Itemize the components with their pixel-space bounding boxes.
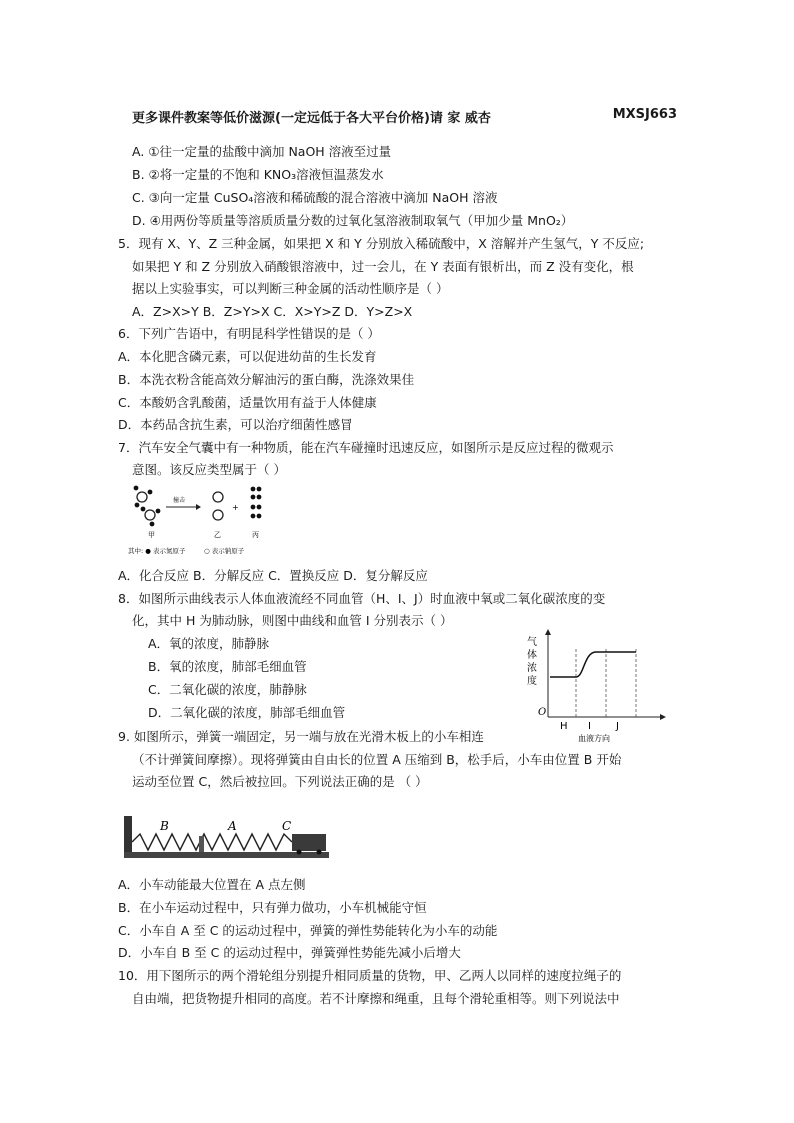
vessel-h-label: H bbox=[560, 721, 568, 732]
reaction-diagram bbox=[126, 483, 276, 558]
q9-option-d: D．小车自 B 至 C 的运动过程中，弹簧弹性势能先减小后增大 bbox=[118, 945, 461, 960]
legend-sodium: ○ 表示钠原子 bbox=[204, 547, 245, 555]
q4-option-a: A. ①往一定量的盐酸中滴加 NaOH 溶液至过量 bbox=[132, 144, 392, 159]
q5-options: A．Z>X>Y B．Z>Y>X C．X>Y>Z D．Y>Z>X bbox=[132, 304, 413, 319]
y-label-3: 浓 bbox=[527, 663, 537, 674]
vessel-i-label: I bbox=[588, 721, 591, 732]
q6-option-a: A．本化肥含磷元素，可以促进幼苗的生长发育 bbox=[118, 349, 377, 364]
product-na-atom-1 bbox=[213, 492, 223, 502]
q9-stem-line1: 9. 如图所示，弹簧一端固定，另一端与放在光滑木板上的小车相连 bbox=[118, 729, 484, 744]
arrow-label: 撞击 bbox=[173, 497, 186, 504]
blood-gas-graph bbox=[520, 627, 670, 742]
product-n2-molecules bbox=[251, 487, 262, 519]
q9-option-c: C．小车自 A 至 C 的运动过程中，弹簧的弹性势能转化为小车的动能 bbox=[118, 923, 498, 938]
legend-nitrogen: 其中: ● 表示氮原子 bbox=[128, 547, 186, 555]
y-label-1: 气 bbox=[527, 637, 537, 648]
reactant-molecule-2 bbox=[141, 507, 161, 527]
reactant-molecule-1 bbox=[134, 486, 153, 508]
spring bbox=[132, 834, 292, 850]
header-code: MXSJ663 bbox=[612, 107, 677, 122]
q8-option-c: C．二氧化碳的浓度，肺静脉 bbox=[148, 682, 307, 697]
q8-stem-line2: 化，其中 H 为肺动脉，则图中曲线和血管 I 分别表示（ ） bbox=[132, 613, 453, 628]
product-na-atom-2 bbox=[213, 510, 223, 520]
q4-option-d: D. ④用两份等质量等溶质质量分数的过氧化氢溶液制取氧气（甲加少量 MnO₂） bbox=[132, 213, 574, 228]
label-a: A bbox=[228, 819, 237, 833]
q9-stem-line3: 运动至位置 C，然后被拉回。下列说法正确的是 （ ） bbox=[132, 774, 428, 789]
q6-option-d: D．本药品含抗生素，可以治疗细菌性感冒 bbox=[118, 417, 353, 432]
q7-stem-line1: 7．汽车安全气囊中有一种物质，能在汽车碰撞时迅速反应，如图所示是反应过程的微观示 bbox=[118, 440, 614, 455]
fixed-wall bbox=[124, 816, 132, 858]
page-header bbox=[132, 107, 677, 126]
q8-option-a: A．氧的浓度，肺静脉 bbox=[148, 636, 270, 651]
label-c: C bbox=[282, 819, 292, 833]
q7-stem-line2: 意图。该反应类型属于（ ） bbox=[132, 462, 286, 477]
q4-option-c: C. ③向一定量 CuSO₄溶液和稀硫酸的混合溶液中滴加 NaOH 溶液 bbox=[132, 190, 498, 205]
cart-wheel-right bbox=[317, 850, 322, 855]
q5-stem-line2: 如果把 Y 和 Z 分别放入硝酸银溶液中，过一会儿，在 Y 表面有银析出，而 Z 没有变化，根 bbox=[132, 259, 634, 274]
label-b: B bbox=[160, 819, 169, 833]
q5-stem-line1: 5．现有 X、Y、Z 三种金属，如果把 X 和 Y 分别放入稀硫酸中，X 溶解并产生氢气，Y 不反应; bbox=[118, 236, 645, 251]
q5-stem-line3: 据以上实验事实，可以判断三种金属的活动性顺序是（ ） bbox=[132, 281, 449, 296]
q10-stem-line1: 10．用下图所示的两个滑轮组分别提升相同质量的货物，甲、乙两人以同样的速度拉绳子的 bbox=[118, 968, 622, 983]
concentration-curve bbox=[550, 652, 636, 677]
spring-cart-diagram bbox=[124, 812, 334, 862]
q7-options: A．化合反应 B．分解反应 C．置换反应 D．复分解反应 bbox=[118, 568, 428, 583]
q6-option-b: B．本洗衣粉含能高效分解油污的蛋白酶，洗涤效果佳 bbox=[118, 372, 415, 387]
q8-option-b: B．氧的浓度，肺部毛细血管 bbox=[148, 659, 307, 674]
label-bing: 丙 bbox=[252, 531, 259, 539]
q9-option-a: A．小车动能最大位置在 A 点左侧 bbox=[118, 877, 306, 892]
q4-option-b: B. ②将一定量的不饱和 KNO₃溶液恒温蒸发水 bbox=[132, 167, 384, 182]
q9-option-b: B．在小车运动过程中，只有弹力做功，小车机械能守恒 bbox=[118, 900, 427, 915]
header-ad-text: 更多课件教案等低价滋源(一定远低于各大平台价格)请 家 威杏 bbox=[132, 111, 491, 126]
position-b-marker bbox=[199, 836, 204, 852]
label-yi: 乙 bbox=[214, 531, 221, 539]
plus-sign: + bbox=[232, 503, 239, 512]
label-jia: 甲 bbox=[148, 531, 155, 539]
y-label-4: 度 bbox=[527, 676, 537, 687]
x-axis-label: 血液方向 bbox=[578, 734, 610, 742]
origin-label: O bbox=[538, 707, 547, 718]
q10-stem-line2: 自由端，把货物提升相同的高度。若不计摩擦和绳重，且每个滑轮重相等。则下列说法中 bbox=[132, 991, 620, 1006]
q6-option-c: C．本酸奶含乳酸菌，适量饮用有益于人体健康 bbox=[118, 395, 377, 410]
reaction-arrowhead bbox=[196, 504, 201, 510]
q8-option-d: D．二氧化碳的浓度，肺部毛细血管 bbox=[148, 705, 346, 720]
cart-wheel-left bbox=[297, 850, 302, 855]
y-label-2: 体 bbox=[527, 650, 537, 661]
vessel-j-label: J bbox=[616, 721, 619, 732]
q6-stem: 6．下列广告语中，有明昆科学性错误的是（ ） bbox=[118, 326, 380, 341]
cart bbox=[292, 834, 326, 851]
q8-stem-line1: 8．如图所示曲线表示人体血液流经不同血管（H、I、J）时血液中氧或二氧化碳浓度的变 bbox=[118, 591, 606, 606]
q9-stem-line2: （不计弹簧间摩擦）。现将弹簧由自由长的位置 A 压缩到 B，松手后，小车由位置 B 开始 bbox=[132, 752, 622, 767]
